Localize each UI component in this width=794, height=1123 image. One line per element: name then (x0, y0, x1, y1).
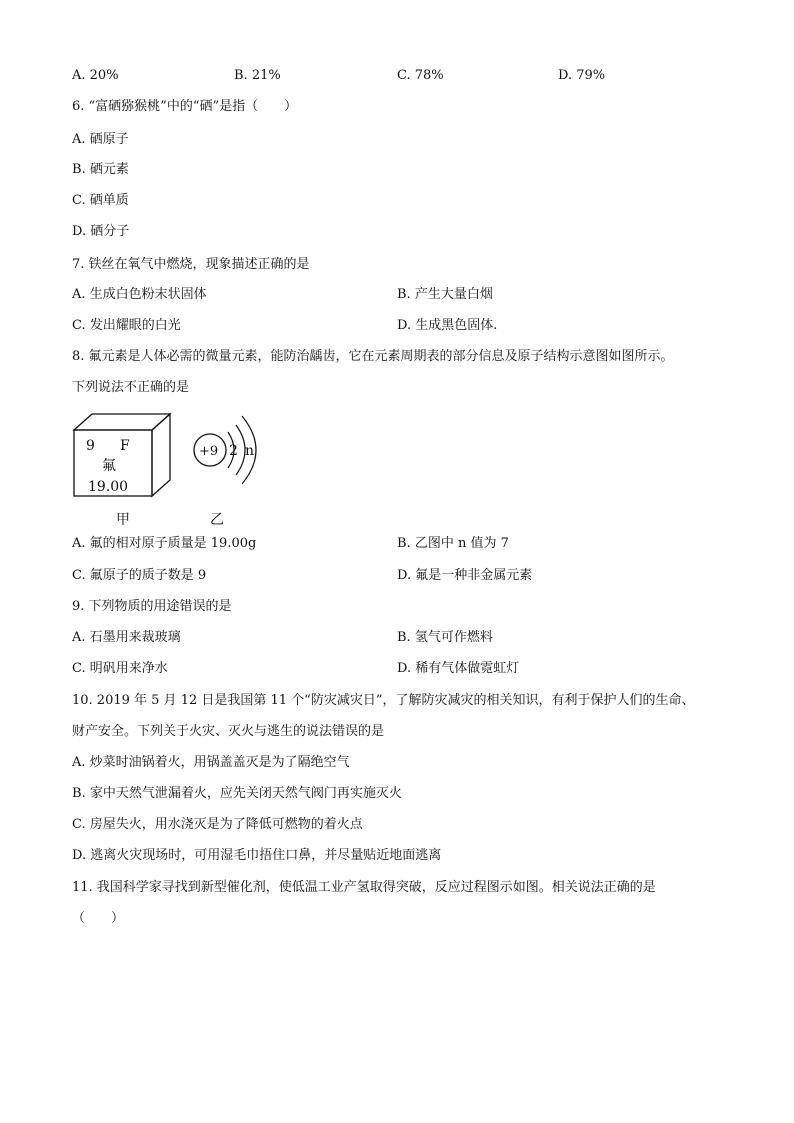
atomic-number: 9 (86, 438, 95, 454)
shell-electrons-1: 2 (229, 443, 238, 459)
q11-stem-line2: （ ） (72, 911, 125, 926)
q9-stem: 9. 下列物质的用途错误的是 (72, 599, 232, 614)
q10-stem-line2: 财产安全。下列关于火灾、灭火与逃生的说法错误的是 (72, 724, 385, 739)
q7-option-b: B. 产生大量白烟 (397, 287, 493, 302)
q5-option-c: C. 78% (397, 68, 444, 83)
q8-option-a: A. 氟的相对原子质量是 19.00g (72, 536, 257, 551)
q8-option-b: B. 乙图中 n 值为 7 (397, 536, 509, 551)
shell-electrons-2: n (245, 443, 255, 459)
q10-stem-line1: 10. 2019 年 5 月 12 日是我国第 11 个“防灾减灾日”，了解防灾减灾的相关知识，有利于保护人们的生命、 (72, 693, 695, 708)
q6-option-d: D. 硒分子 (72, 224, 130, 239)
atomic-mass: 19.00 (88, 479, 129, 495)
q10-option-b: B. 家中天然气泄漏着火，应先关闭天然气阀门再实施灭火 (72, 786, 402, 801)
q8-stem-line2: 下列说法不正确的是 (72, 380, 190, 395)
q10-option-a: A. 炒菜时油锅着火，用锅盖盖灭是为了隔绝空气 (72, 755, 350, 770)
q6-stem: 6. “富硒猕猴桃”中的“硒”是指（ ） (72, 99, 298, 114)
label-jia: 甲 (116, 512, 130, 528)
q9-option-c: C. 明矾用来净水 (72, 661, 168, 676)
q8-figure (70, 412, 280, 532)
q9-option-d: D. 稀有气体做霓虹灯 (397, 661, 520, 676)
q5-option-d: D. 79% (558, 68, 606, 83)
q7-option-d: D. 生成黑色固体. (397, 318, 498, 333)
q6-option-b: B. 硒元素 (72, 162, 129, 177)
q6-option-a: A. 硒原子 (72, 132, 129, 147)
label-yi: 乙 (210, 512, 224, 528)
q11-stem-line1: 11. 我国科学家寻找到新型催化剂，使低温工业产氢取得突破，反应过程图示如图。相关说法正确的是 (72, 880, 656, 895)
q10-option-d: D. 逃离火灾现场时，可用湿毛巾捂住口鼻，并尽量贴近地面逃离 (72, 848, 442, 863)
q7-option-c: C. 发出耀眼的白光 (72, 318, 181, 333)
element-name: 氟 (102, 458, 116, 474)
q8-option-d: D. 氟是一种非金属元素 (397, 568, 533, 583)
q6-option-c: C. 硒单质 (72, 193, 129, 208)
q7-stem: 7. 铁丝在氧气中燃烧，现象描述正确的是 (72, 257, 310, 272)
q7-option-a: A. 生成白色粉末状固体 (72, 287, 207, 302)
element-symbol: F (120, 438, 130, 454)
q8-stem-line1: 8. 氟元素是人体必需的微量元素，能防治龋齿，它在元素周期表的部分信息及原子结构示意图如图所示。 (72, 349, 674, 364)
q9-option-b: B. 氢气可作燃料 (397, 630, 493, 645)
q9-option-a: A. 石墨用来裁玻璃 (72, 630, 181, 645)
atom-structure-diagram (194, 416, 256, 484)
nucleus-charge: +9 (199, 444, 219, 459)
q10-option-c: C. 房屋失火，用水浇灭是为了降低可燃物的着火点 (72, 817, 363, 832)
q8-option-c: C. 氟原子的质子数是 9 (72, 568, 207, 583)
q5-option-a: A. 20% (72, 68, 119, 83)
q5-option-b: B. 21% (234, 68, 281, 83)
element-cube-figure (74, 414, 170, 496)
